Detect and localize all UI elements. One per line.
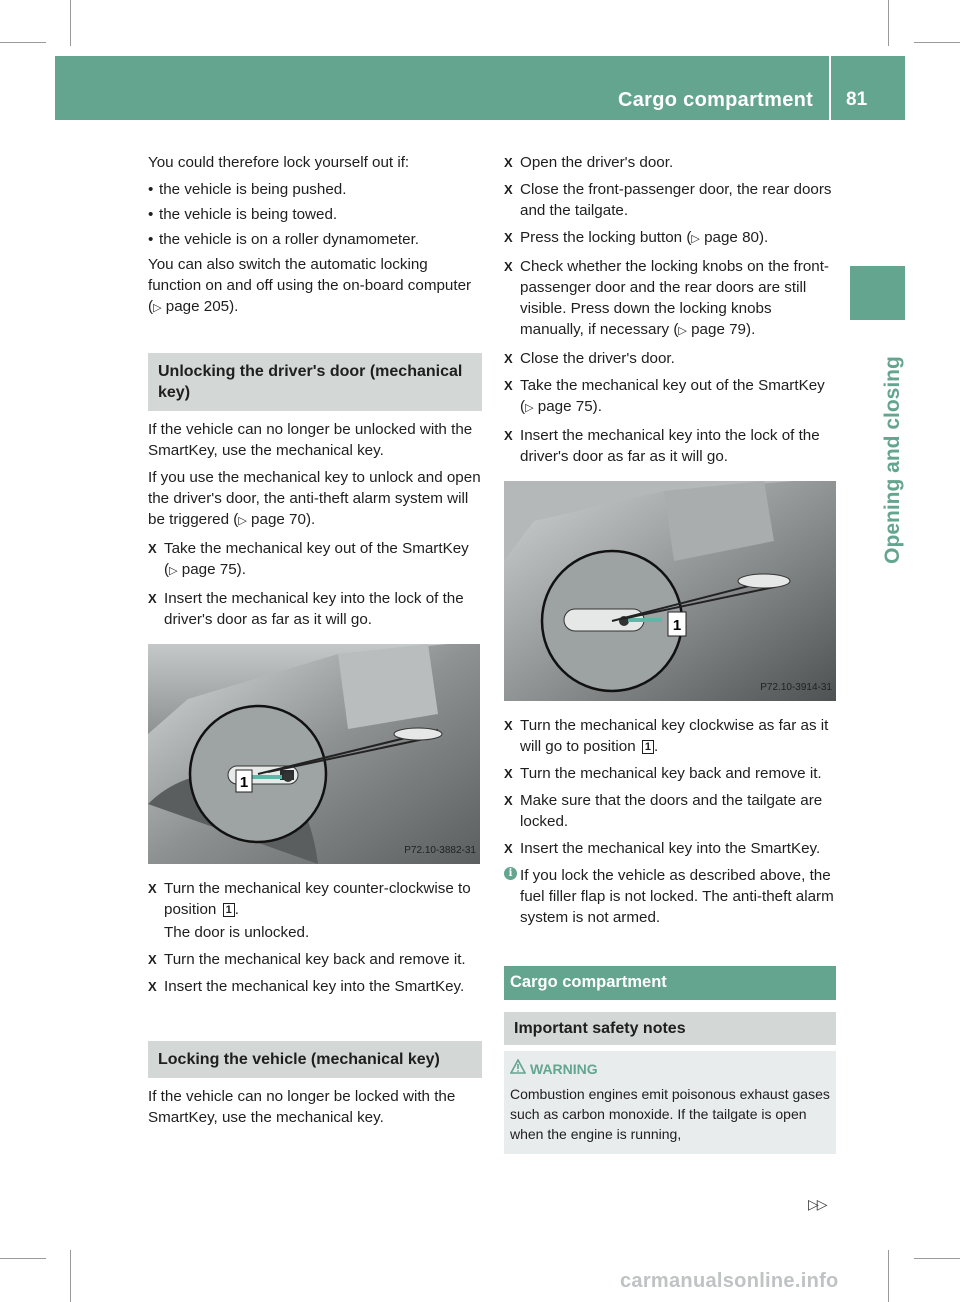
warning-box — [504, 1051, 836, 1154]
right-column — [504, 152, 836, 1154]
instruction-step: X Turn the mechanical key clockwise as far as it will go to position 1 . — [504, 717, 829, 755]
instruction-step: X Press the locking button (▷ page 80). — [504, 229, 769, 246]
instruction-step: X Check whether the locking knobs on the front-passenger door and the rear doors are still visible. Press down the locking knobs manually, if necessary (▷ page 79). — [504, 258, 829, 338]
step-arrow-icon: X — [504, 428, 513, 443]
page-title: Cargo compartment — [618, 89, 814, 111]
instruction-step: X Insert the mechanical key into the SmartKey. — [148, 978, 465, 995]
list-item: • the vehicle is on a roller dynamometer. — [148, 231, 420, 248]
figure-code: P72.10-3914-31 — [760, 682, 832, 693]
step-arrow-icon: X — [148, 591, 157, 606]
instruction-step: X Close the front-passenger door, the rear doors and the tailgate. — [504, 181, 832, 219]
instruction-step: X Insert the mechanical key into the lock of the driver's door as far as it will go. — [148, 590, 464, 628]
list-item: • the vehicle is being towed. — [148, 206, 338, 223]
crop-mark — [0, 1258, 46, 1259]
chapter-label: Opening and closing — [881, 356, 904, 564]
left-column — [148, 152, 482, 1134]
step-arrow-icon: X — [148, 952, 157, 967]
section-heading-cargo: Cargo compartment — [504, 966, 836, 1000]
header-separator — [829, 56, 831, 120]
instruction-step: X Take the mechanical key out of the SmartKey (▷ page 75). — [504, 377, 825, 415]
intro-text: You could therefore lock yourself out if: — [148, 154, 410, 171]
watermark: carmanualsonline.info — [620, 1270, 839, 1292]
warning-heading: WARNING — [510, 1059, 830, 1080]
crop-mark — [914, 1258, 960, 1259]
side-tab — [850, 266, 905, 320]
step-arrow-icon: X — [504, 766, 513, 781]
door-lock-figure — [504, 481, 836, 701]
step-arrow-icon: X — [504, 793, 513, 808]
page-ref-link[interactable]: page 75 — [537, 398, 593, 415]
step-arrow-icon: X — [504, 182, 513, 197]
svg-text:1: 1 — [239, 774, 249, 791]
paragraph: If the vehicle can no longer be unlocked with the SmartKey, use the mechanical key. — [148, 421, 473, 459]
step-arrow-icon: X — [504, 378, 513, 393]
car-door-illustration — [148, 644, 480, 864]
paragraph: If you use the mechanical key to unlock and open the driver's door, the anti-theft alarm system will be triggered (▷ page 70). — [148, 469, 481, 528]
warning-text: Combustion engines emit poisonous exhaust gases such as carbon monoxide. If the tailgate is open when the engine is running, — [510, 1086, 830, 1142]
page-ref-link[interactable]: page 70 — [251, 511, 306, 528]
continue-arrows-icon: ▷▷ — [808, 1196, 826, 1212]
step-result: The door is unlocked. — [164, 924, 310, 941]
step-arrow-icon: X — [148, 881, 157, 896]
instruction-step: X Insert the mechanical key into the SmartKey. — [504, 840, 821, 857]
warning-triangle-icon — [510, 1059, 526, 1074]
instruction-step: X Open the driver's door. — [504, 154, 674, 171]
page-ref-arrow-icon: ▷ — [678, 325, 687, 337]
crop-mark — [0, 42, 46, 43]
crop-mark — [70, 1250, 71, 1302]
step-arrow-icon: X — [504, 718, 513, 733]
info-icon: i — [504, 867, 517, 880]
figure-code: P72.10-3882-31 — [404, 845, 476, 856]
step-arrow-icon: X — [148, 541, 157, 556]
page-ref-link[interactable]: page 205 — [165, 298, 230, 315]
page-ref-link[interactable]: page 80 — [704, 229, 759, 246]
page-ref-link[interactable]: page 79 — [691, 321, 747, 338]
list-item: • the vehicle is being pushed. — [148, 181, 347, 198]
page-number: 81 — [846, 89, 868, 110]
paragraph: If the vehicle can no longer be locked with the SmartKey, use the mechanical key. — [148, 1088, 456, 1126]
crop-mark — [888, 1250, 889, 1302]
position-marker: 1 — [642, 740, 654, 754]
step-arrow-icon: X — [148, 979, 157, 994]
instruction-step: X Turn the mechanical key counter-clockwise to position 1 . — [148, 880, 471, 918]
crop-mark — [914, 42, 960, 43]
instruction-step: X Close the driver's door. — [504, 350, 675, 367]
car-door-illustration — [504, 481, 836, 701]
page-ref-arrow-icon: ▷ — [691, 233, 700, 245]
info-note: i If you lock the vehicle as described above, the fuel filler flap is not locked. The anti-theft alarm system is not armed. — [504, 865, 836, 928]
svg-text:1: 1 — [672, 617, 682, 634]
step-arrow-icon: X — [504, 259, 513, 274]
instruction-step: X Turn the mechanical key back and remove it. — [148, 951, 466, 968]
page-ref-arrow-icon: ▷ — [238, 515, 247, 527]
section-heading-unlock: Unlocking the driver's door (mechanical key) — [148, 353, 482, 411]
page-ref-arrow-icon: ▷ — [525, 402, 534, 414]
page-ref-arrow-icon: ▷ — [169, 565, 178, 577]
auto-lock-text: You can also switch the automatic locking function on and off using the on-board computer (▷ page 205). — [148, 256, 472, 315]
instruction-step: X Insert the mechanical key into the lock of the driver's door as far as it will go. — [504, 427, 820, 465]
instruction-step: X Take the mechanical key out of the SmartKey (▷ page 75). — [148, 540, 469, 578]
step-arrow-icon: X — [504, 351, 513, 366]
door-lock-figure — [148, 644, 480, 864]
step-arrow-icon: X — [504, 230, 513, 245]
section-heading-lock: Locking the vehicle (mechanical key) — [148, 1041, 482, 1078]
step-arrow-icon: X — [504, 841, 513, 856]
section-heading-safety: Important safety notes — [504, 1012, 836, 1045]
crop-mark — [70, 0, 71, 46]
instruction-step: X Make sure that the doors and the tailgate are locked. — [504, 792, 823, 830]
instruction-step: X Turn the mechanical key back and remove it. — [504, 765, 822, 782]
step-arrow-icon: X — [504, 155, 513, 170]
page-ref-link[interactable]: page 75 — [181, 561, 237, 578]
page-ref-arrow-icon: ▷ — [153, 302, 162, 314]
crop-mark — [888, 0, 889, 46]
position-marker: 1 — [223, 903, 235, 917]
